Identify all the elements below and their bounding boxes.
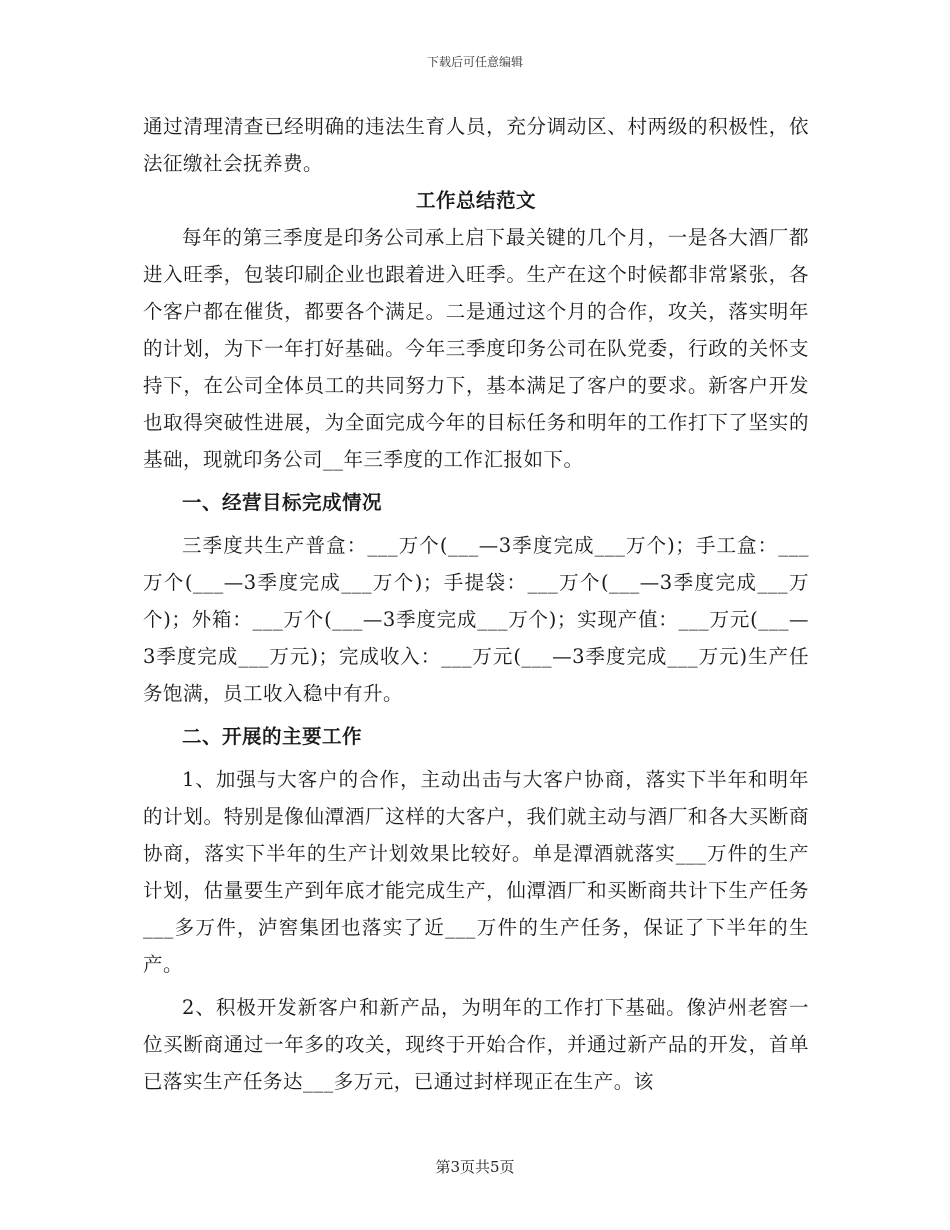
document-body <box>143 108 809 1100</box>
section-heading-business-goals: 一、经营目标完成情况 <box>182 491 383 514</box>
paragraph-work-item-2: 2、积极开发新客户和新产品，为明年的工作打下基础。像泸州老窖一位买断商通过一年多的攻关，现终于开始合作，并通过新产品的开发，首单已落实生产任务达___多万元，已通过封样现正在生产。该 <box>143 996 809 1093</box>
document-title: 工作总结范文 <box>415 189 536 212</box>
paragraph-overview: 每年的第三季度是印务公司承上启下最关键的几个月，一是各大酒厂都进入旺季，包装印刷企业也跟着进入旺季。生产在这个时候都非常紧张，各个客户都在催货，都要各个满足。二是通过这个月的合作，攻关，落实明年的计划，为下一年打好基础。今年三季度印务公司在队党委，行政的关怀支持下，在公司全体员工的共同努力下，基本满足了客户的要求。新客户开发也取得突破性进展，为全面完成今年的目标任务和明年的工作打下了坚实的基础，现就印务公司__年三季度的工作汇报如下。 <box>143 226 809 471</box>
page-header-note: 下载后可任意编辑 <box>426 55 523 69</box>
page-number-footer: 第3页共5页 <box>435 1158 515 1176</box>
paragraph-work-item-1: 1、加强与大客户的合作，主动出击与大客户协商，落实下半年和明年的计划。特别是像仙潭酒厂这样的大客户，我们就主动与酒厂和各大买断商协商，落实下半年的生产计划效果比较好。单是潭酒就落实___万件的生产计划，估量要生产到年底才能完成生产，仙潭酒厂和买断商共计下生产任务___多万件，泸窖集团也落实了近___万件的生产任务，保证了下半年的生产。 <box>143 768 809 976</box>
intro-paragraph-tail: 通过清理清查已经明确的违法生育人员，充分调动区、村两级的积极性，依法征缴社会抚养费。 <box>143 115 809 175</box>
paragraph-production-figures: 三季度共生产普盒：___万个(___—3季度完成___万个)；手工盒：___万个(___—3季度完成___万个)；手提袋：___万个(___—3季度完成___万个)；外箱：___万个(___—3季度完成___万个)；实现产值：___万元(___—3季度完成___万元)；完成收入：___万元(___—3季度完成___万元)生产任务饱满，员工收入稳中有升。 <box>143 534 809 705</box>
section-heading-main-work: 二、开展的主要工作 <box>182 725 363 748</box>
